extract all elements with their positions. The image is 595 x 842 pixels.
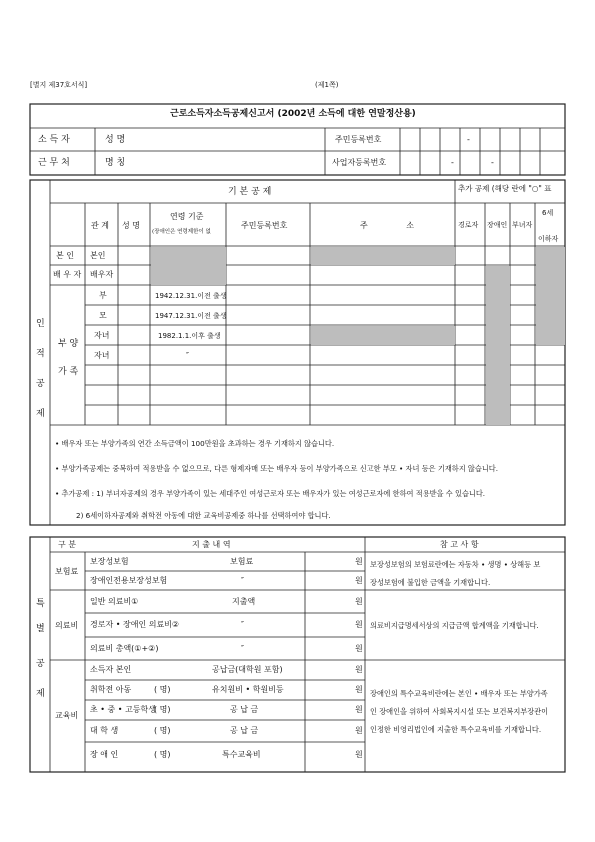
insurance-label: 보험료 [55, 567, 79, 576]
edu-remark-3: 인정한 비영리법인에 지출한 특수교육비를 기재합니다. [370, 725, 542, 734]
additional-deduction-title: 추가 공제 (해당 란에 "○" 표 [458, 184, 552, 193]
personal-side-3: 공 [36, 379, 45, 389]
col-relation: 관 계 [91, 221, 109, 230]
edu-college-won: 원 [355, 726, 363, 735]
edu-preschool: 취학전 아동 [90, 685, 132, 694]
col-disabled: 장애인 [487, 221, 508, 229]
col-under6: 6세 [542, 209, 554, 217]
form-number: [별지 제37호서식] [30, 81, 88, 89]
row-self-label: 본 인 [56, 251, 74, 260]
edu-disabled: 장 애 인 [90, 750, 119, 759]
shade-address-child [311, 326, 455, 345]
ins-protection: 보장성보험 [90, 557, 129, 566]
edu-disabled-won: 원 [355, 750, 363, 759]
edu-self: 소득자 본인 [90, 665, 132, 674]
special-side-1: 특 [36, 599, 45, 609]
med-total-won: 원 [355, 644, 363, 653]
ins-disabled: 장애인전용보장성보험 [90, 576, 168, 585]
edu-disabled-count: ( 명) [154, 750, 171, 759]
dep-child-2: 자녀 [94, 351, 110, 360]
col-address: 주 소 [360, 221, 432, 230]
special-side-4: 제 [36, 689, 45, 699]
ins-protection-won: 원 [355, 557, 363, 566]
edu-preschool-count: ( 명) [154, 685, 171, 694]
age-child-1: 1982.1.1.이후 출생 [158, 332, 221, 340]
med-elderly-type: ″ [241, 620, 244, 629]
edu-school-won: 원 [355, 705, 363, 714]
col-elderly: 경로자 [458, 221, 479, 229]
med-elderly: 경로자 • 장애인 의료비② [90, 620, 180, 629]
workplace-name-label: 명 칭 [105, 158, 126, 168]
age-mother: 1947.12.31.이전 출생 [155, 312, 227, 320]
col-under6-sub: 이하자 [538, 235, 559, 243]
shade-age-self [151, 247, 226, 285]
col-resident-no: 주민등록번호 [241, 221, 288, 230]
edu-self-won: 원 [355, 665, 363, 674]
basic-deduction-title: 기 본 공 제 [228, 187, 272, 197]
edu-school-type: 공 납 금 [230, 705, 259, 714]
row-self-relation: 본인 [90, 251, 106, 260]
resident-id-label: 주민등록번호 [335, 135, 382, 144]
dependents-label-2: 가 족 [58, 367, 79, 377]
edu-preschool-type: 유치원비 • 학원비등 [212, 685, 284, 694]
edu-school: 초 • 중 • 고등학생 [90, 705, 156, 714]
note-2: • 부양가족공제는 중복하여 적용받을 수 없으므로, 다른 형제자매 또는 배우자 등이 부양가족으로 신고한 부모 • 자녀 등은 기재하지 않습니다. [55, 464, 498, 473]
personal-side-2: 적 [36, 349, 45, 359]
dep-child-1: 자녀 [94, 331, 110, 340]
col-name: 성 명 [122, 221, 140, 230]
business-id-dash-2: - [491, 158, 494, 167]
med-total-type: ″ [241, 644, 244, 653]
dep-mother: 모 [99, 311, 107, 320]
dependents-label-1: 부 양 [58, 339, 79, 349]
col-category: 구 분 [58, 540, 76, 549]
age-father: 1942.12.31.이전 출생 [155, 292, 227, 300]
edu-college: 대 학 생 [90, 726, 119, 735]
resident-id-dash: - [467, 135, 470, 144]
personal-side-4: 제 [36, 409, 45, 419]
med-elderly-won: 원 [355, 620, 363, 629]
col-details: 지 출 내 역 [192, 540, 231, 549]
col-age: 연령 기준 [170, 212, 204, 221]
col-age-sub: (장애인은 연령제한이 없 [152, 229, 211, 235]
row-spouse-label: 배 우 자 [53, 270, 82, 279]
shade-woman-col [486, 266, 510, 425]
workplace-label: 근 무 처 [38, 158, 70, 168]
ins-disabled-type: ″ [241, 576, 244, 585]
earner-name-label: 성 명 [105, 135, 126, 145]
form-title: 근로소득자소득공제신고서 (2002년 소득에 대한 연말정산용) [170, 109, 416, 119]
ins-protection-type: 보험료 [230, 557, 254, 566]
med-total: 의료비 총액(①+②) [90, 644, 159, 653]
edu-disabled-type: 특수교육비 [222, 750, 261, 759]
note-1: • 배우자 또는 부양가족의 연간 소득금액이 100만원을 초과하는 경우 기재하지 않습니다. [55, 439, 335, 448]
ins-remark-2: 장성보험에 불입한 금액을 기재합니다. [370, 578, 491, 587]
edu-college-type: 공 납 금 [230, 726, 259, 735]
shade-under6-col [536, 247, 565, 345]
col-remarks: 참 고 사 항 [440, 540, 479, 549]
workplace-name-field[interactable] [140, 153, 320, 172]
edu-college-count: ( 명) [154, 726, 171, 735]
ins-disabled-won: 원 [355, 576, 363, 585]
edu-remark-1: 장애인의 특수교육비란에는 본인 • 배우자 또는 부양가족 [370, 689, 548, 698]
shade-address-self [311, 247, 455, 265]
row-spouse-relation: 배우자 [90, 270, 114, 279]
note-4: 2) 6세이하자공제와 취학전 아동에 대한 교육비공제중 하나를 선택하여야 합니다. [76, 511, 331, 520]
med-general: 일반 의료비① [90, 597, 139, 606]
education-label: 교육비 [55, 711, 79, 720]
dep-father: 부 [99, 291, 107, 300]
ins-remark-1: 보장성보험의 보험료란에는 자동차 • 생명 • 상해등 보 [370, 560, 541, 569]
med-remark: 의료비지급명세서상의 지급금액 합계액을 기재합니다. [370, 621, 539, 630]
business-id-dash-1: - [451, 158, 454, 167]
med-general-type: 지출액 [232, 597, 256, 606]
edu-school-count: ( 명) [154, 705, 171, 714]
special-side-3: 공 [36, 659, 45, 669]
age-child-2-ditto: ″ [186, 351, 189, 360]
earner-label: 소 득 자 [38, 135, 70, 145]
edu-remark-2: 인 장애인을 위하여 사회복지시설 또는 보건복지부장관이 [370, 707, 549, 716]
special-side-2: 별 [36, 624, 45, 634]
personal-side-1: 인 [36, 319, 45, 329]
edu-preschool-won: 원 [355, 685, 363, 694]
earner-name-field[interactable] [140, 130, 320, 149]
med-general-won: 원 [355, 597, 363, 606]
col-woman: 부녀자 [512, 221, 533, 229]
note-3: • 추가공제 : 1) 부녀자공제의 경우 부양가족이 있는 세대주인 여성근로자 또는 배우자가 있는 여성근로자에 한하여 적용받을 수 있습니다. [55, 489, 486, 498]
edu-self-type: 공납금(대학원 포함) [212, 665, 283, 674]
page-number: (제1쪽) [315, 81, 339, 89]
medical-label: 의료비 [55, 621, 79, 630]
business-id-label: 사업자등록번호 [332, 158, 387, 167]
